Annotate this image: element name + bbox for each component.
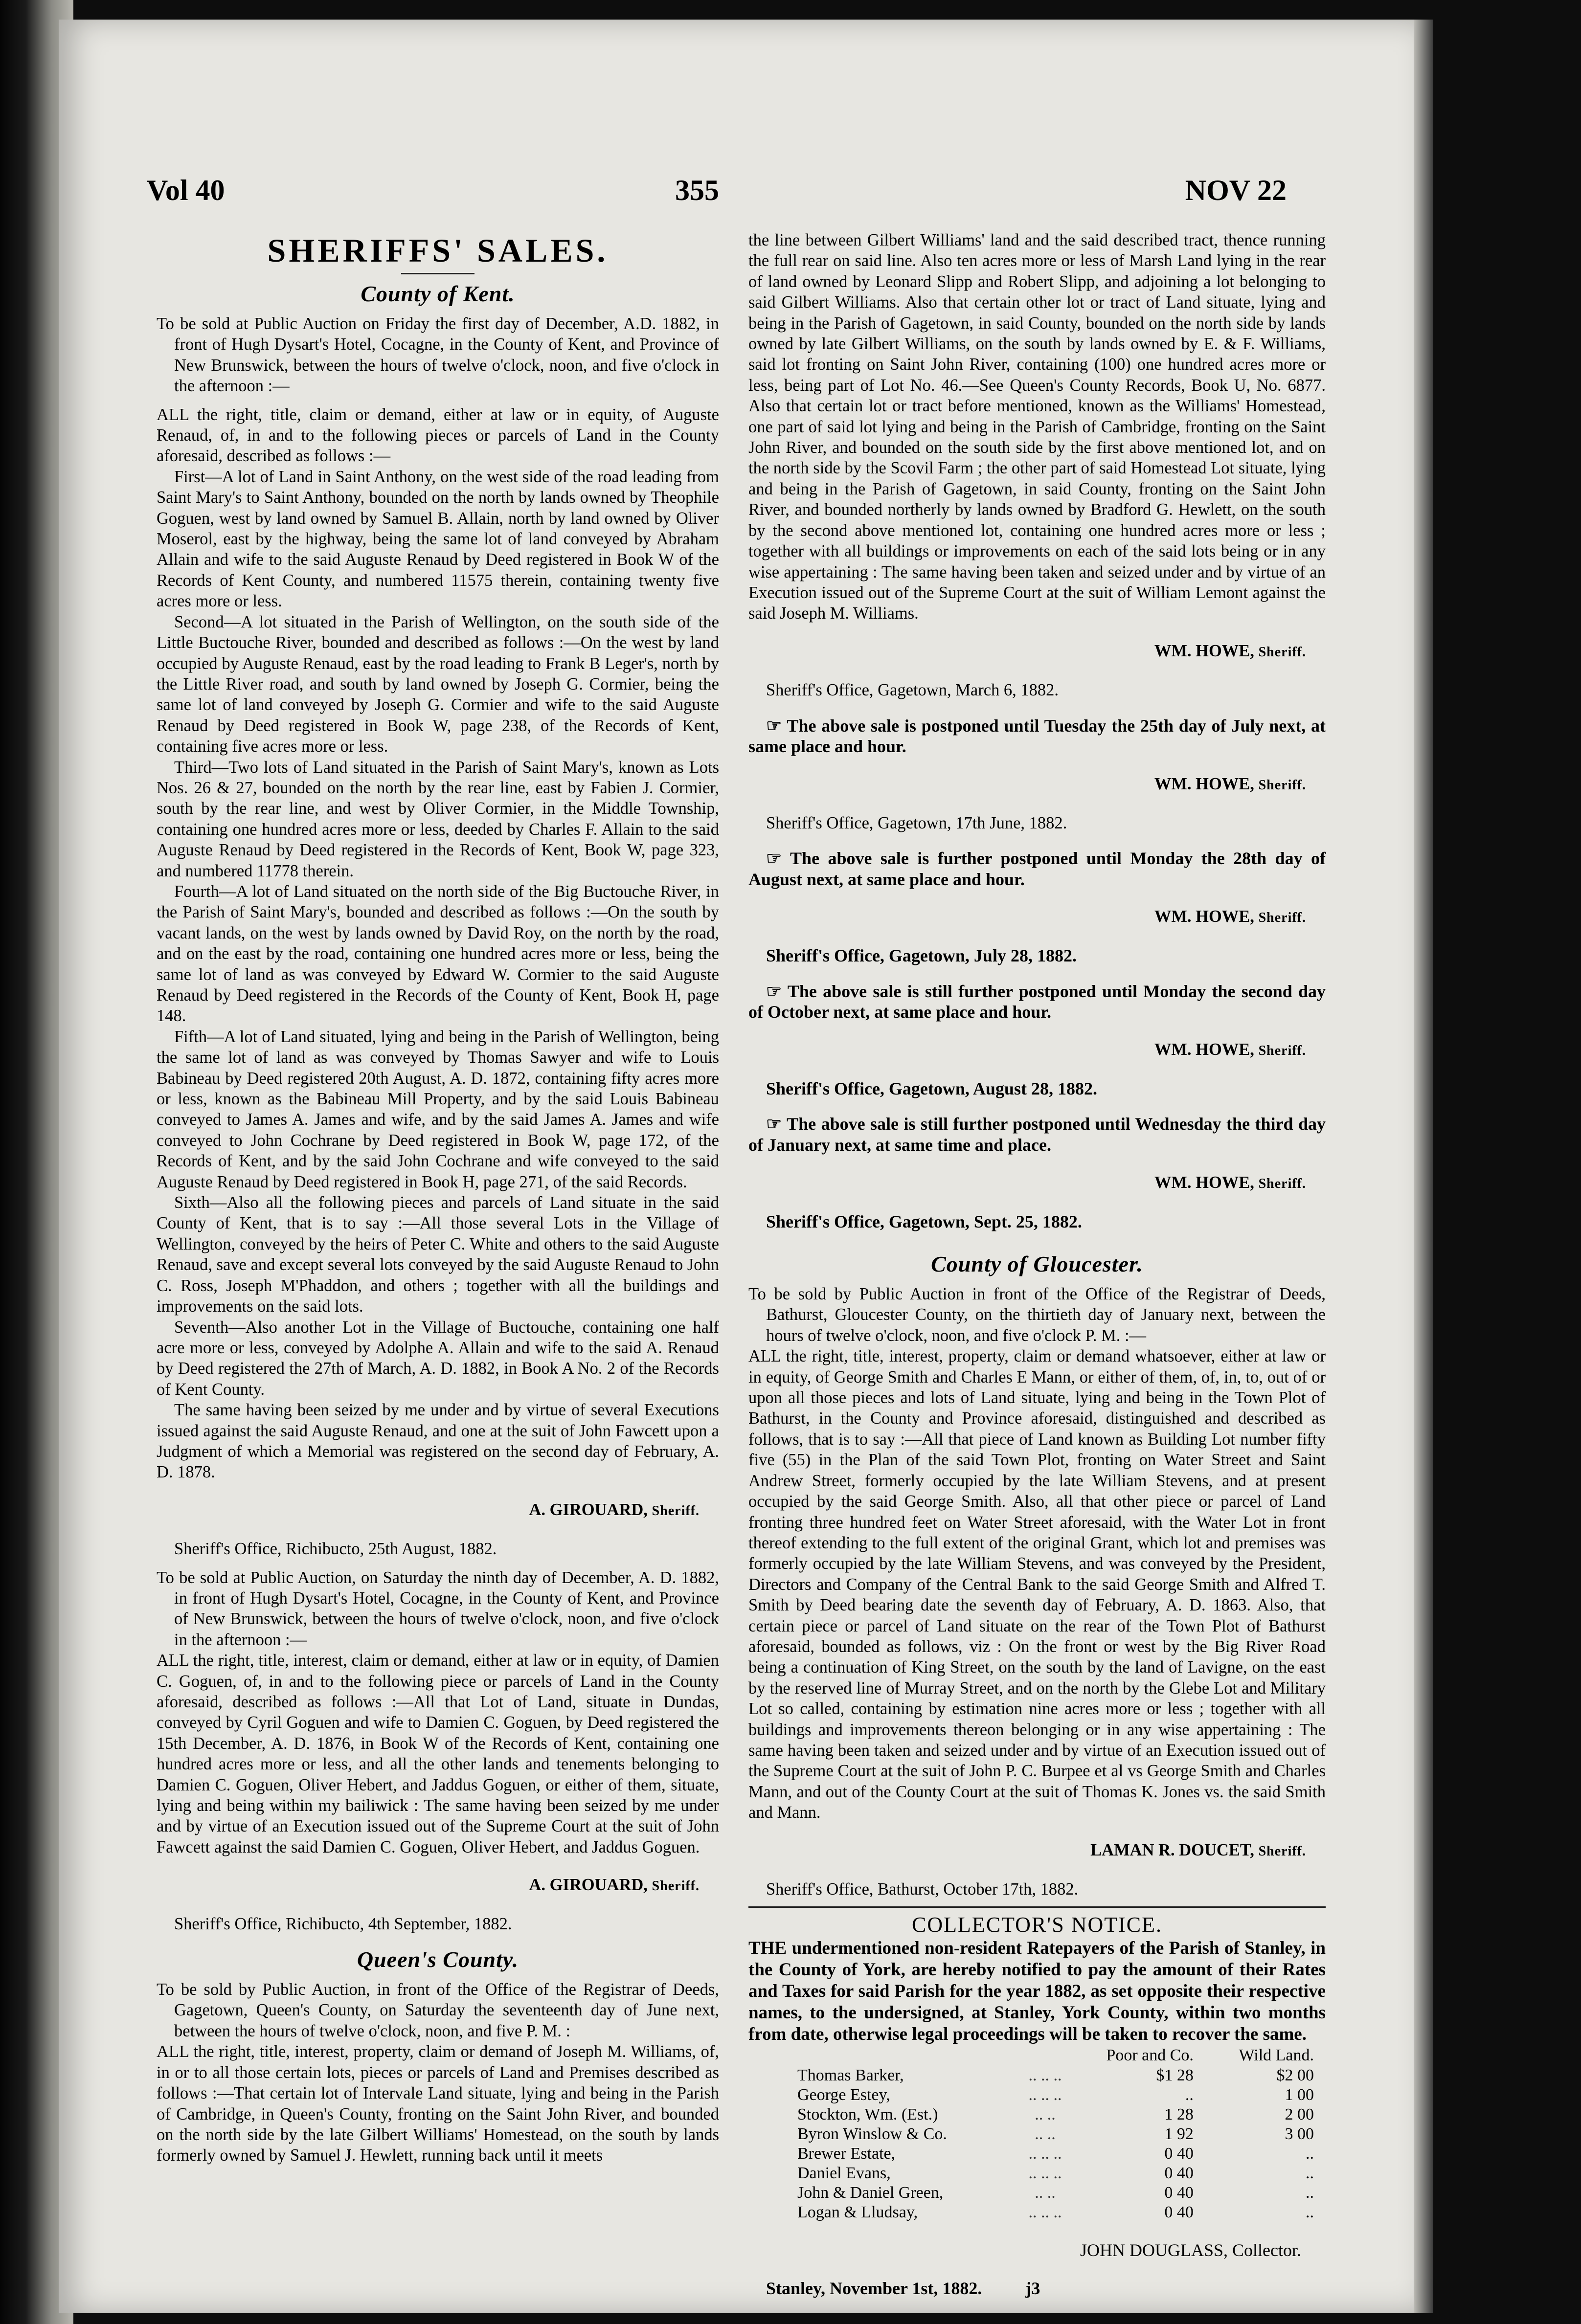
row-poor: 0 40 bbox=[1164, 2144, 1194, 2163]
sale4-intro: To be sold by Public Auction in front of the Office of the Registrar of Deeds, Bathurst, Gloucester County, on the thirtieth day of January next, between the hours of twelve o'clock, noon, and five o'clock P. M. :— bbox=[748, 1285, 1326, 1345]
sale1-sig-title: Sheriff. bbox=[652, 1503, 700, 1519]
pp1-sig-name: WM. HOWE, bbox=[1154, 774, 1254, 793]
section-title: SHERIFFS' SALES. bbox=[267, 232, 609, 269]
pp1-sig-title: Sheriff. bbox=[1258, 777, 1306, 793]
postponement-3-text: The above sale is still further postponed until Monday the second day of October next, at same place and hour. bbox=[748, 981, 1326, 1022]
row-name: Brewer Estate, bbox=[797, 2144, 896, 2163]
row-wild: 2 00 bbox=[1285, 2105, 1314, 2123]
pp1-office: Sheriff's Office, Gagetown, 17th June, 1882. bbox=[766, 813, 1067, 832]
postponement-1-text: The above sale is postponed until Tuesday the 25th day of July next, at same place and hour. bbox=[748, 715, 1326, 756]
pp3-office: Sheriff's Office, Gagetown, August 28, 1882. bbox=[766, 1079, 1097, 1098]
sale1-sig-name: A. GIROUARD, bbox=[529, 1500, 648, 1520]
pointing-hand-icon: ☞ bbox=[766, 715, 787, 736]
collector-office bbox=[748, 2278, 1326, 2299]
sale3-signature bbox=[748, 641, 1326, 663]
sale3-sig-name: WM. HOWE, bbox=[1154, 642, 1254, 661]
row-poor: $1 28 bbox=[1156, 2066, 1194, 2084]
sale4-sig-name: LAMAN R. DOUCET, bbox=[1090, 1841, 1254, 1860]
pointing-hand-icon: ☞ bbox=[766, 981, 788, 1001]
page-header bbox=[147, 174, 1287, 218]
collector-office-text: Stanley, November 1st, 1882. bbox=[766, 2279, 982, 2299]
sale1-fourth: Fourth—A lot of Land situated on the north side of the Big Buctouche River, in the Parish of Saint Mary's, bounded and described as follows :—On the south by vacant lands, on the west by lands owned by David Roy, on the north by the road, and on the east by the road, containing one hundred acres more or less, being the same lot of land as was conveyed by Edward W. Cormier to the said Auguste Renaud by Deed registered in the Records of the County of Kent, Book H, page 148. bbox=[157, 882, 719, 1026]
pp4-sig-title: Sheriff. bbox=[1258, 1176, 1306, 1191]
pointing-hand-icon: ☞ bbox=[766, 849, 790, 869]
pp2-sig-name: WM. HOWE, bbox=[1154, 907, 1254, 926]
pp4-sig-name: WM. HOWE, bbox=[1154, 1173, 1254, 1192]
table-row bbox=[748, 2066, 1326, 2085]
pp3-signature bbox=[748, 1039, 1326, 1061]
county-gloucester-heading: County of Gloucester. bbox=[931, 1251, 1143, 1277]
sale2-intro: To be sold at Public Auction, on Saturday the ninth day of December, A. D. 1882, in front of Hugh Dysart's Hotel, Cocagne, in the County of Kent, and Province of New Brunswick, between the hours of twelve o'clock, noon, and five o'clock in the afternoon :— bbox=[157, 1568, 719, 1649]
sale1-signature bbox=[157, 1499, 719, 1521]
queens-county-heading: Queen's County. bbox=[357, 1947, 519, 1972]
collector-code: j3 bbox=[1025, 2279, 1040, 2299]
table-row bbox=[748, 2164, 1326, 2183]
sale1-seized: The same having been seized by me under and by virtue of several Executions issued against the said Auguste Renaud, and one at the suit of John Fawcett upon a Judgment of which a Memorial was registered on the second day of February, A. D. 1878. bbox=[157, 1401, 719, 1482]
postponement-4-text: The above sale is still further postponed until Wednesday the third day of January next, at same time and place. bbox=[748, 1114, 1326, 1155]
row-dots: .. .. bbox=[1035, 2124, 1056, 2143]
tax-table bbox=[748, 2045, 1326, 2222]
table-row bbox=[748, 2144, 1326, 2164]
sale2-all: ALL the right, title, interest, claim or demand, either at law or in equity, of Damien C. Goguen, of, in and to the following piece or parcels of Land in the County aforesaid, described as follows :—All that Lot of Land, situate in Dundas, conveyed by Cyril Goguen and wife to Damien C. Goguen, by Deed registered the 15th December, A. D. 1876, in Book W of the Records of Kent, containing one hundred acres more or less, and all the other lands and tenements belonging to Damien C. Goguen, Oliver Hebert, and Jaddus Goguen, or either of them, situate, lying and being within my bailiwick : The same having been seized by me under and by virtue of an Execution issued out of the Supreme Court at the suit of John Fawcett against the said Damien C. Goguen, Oliver Hebert, and Jaddus Goguen. bbox=[157, 1651, 719, 1856]
tax-table-header bbox=[748, 2045, 1326, 2066]
row-name: Stockton, Wm. (Est.) bbox=[797, 2105, 938, 2123]
right-column bbox=[748, 230, 1326, 2299]
sale2-sig-name: A. GIROUARD, bbox=[529, 1875, 648, 1894]
row-name: Byron Winslow & Co. bbox=[797, 2124, 947, 2143]
pp3-sig-name: WM. HOWE, bbox=[1154, 1040, 1254, 1059]
sale1-fifth: Fifth—A lot of Land situated, lying and being in the Parish of Wellington, being the same lot of land as was conveyed by Thomas Sawyer and wife to Louis Babineau by Deed registered 20th August, A. D. 1872, containing fifty acres more or less, known as the Babineau Mill Property, and by the said Louis Babineau conveyed to James A. James and wife, and by the said James A. James and wife conveyed to John Cochrane by Deed registered in Book W, page 172, of the Records of Kent, and by the said John Cochrane and wife conveyed to the said Auguste Renaud by Deed registered in Book H, page 271, of the said Records. bbox=[157, 1027, 719, 1191]
table-row bbox=[748, 2124, 1326, 2144]
left-column bbox=[157, 230, 719, 2166]
col-poor: Poor and Co. bbox=[1106, 2046, 1194, 2064]
row-dots: .. .. .. bbox=[1028, 2085, 1062, 2104]
pp2-office: Sheriff's Office, Gagetown, July 28, 1882. bbox=[766, 946, 1077, 966]
sale3-intro: To be sold by Public Auction, in front of the Office of the Registrar of Deeds, Gagetown, Queen's County, on Saturday the seventeenth day of June next, between the hours of twelve o'clock, noon, and five P. M. : bbox=[157, 1980, 719, 2040]
sale2-signature bbox=[157, 1875, 719, 1897]
postponement-1 bbox=[748, 715, 1326, 757]
pp2-signature bbox=[748, 906, 1326, 928]
pointing-hand-icon: ☞ bbox=[766, 1114, 787, 1134]
sale1-office: Sheriff's Office, Richibucto, 25th August, 1882. bbox=[174, 1540, 497, 1559]
sale1-sixth: Sixth—Also all the following pieces and parcels of Land situate in the said County of Kent, that is to say :—All those several Lots in the Village of Wellington, conveyed by the heirs of Peter C. White and others to the said Auguste Renaud, save and except several lots conveyed by the said Auguste Renaud to John C. Ross, Joseph M'Phaddon, and others ; together with all the buildings and improvements on the said lots. bbox=[157, 1193, 719, 1316]
row-poor: .. bbox=[1185, 2085, 1194, 2104]
sale2-office: Sheriff's Office, Richibucto, 4th September, 1882. bbox=[174, 1914, 512, 1933]
row-dots: .. .. .. bbox=[1028, 2144, 1062, 2163]
row-dots: .. .. .. bbox=[1028, 2164, 1062, 2182]
section-divider bbox=[748, 1906, 1326, 1908]
row-dots: .. .. .. bbox=[1028, 2203, 1062, 2221]
table-row bbox=[748, 2183, 1326, 2203]
row-dots: .. .. bbox=[1035, 2105, 1056, 2123]
page-edge-shadow bbox=[1414, 20, 1433, 2313]
collector-notice-title: COLLECTOR'S NOTICE. bbox=[911, 1913, 1162, 1937]
row-poor: 0 40 bbox=[1164, 2203, 1194, 2221]
row-name: Thomas Barker, bbox=[797, 2066, 904, 2084]
title-rule bbox=[401, 273, 474, 274]
table-row bbox=[748, 2203, 1326, 2222]
sale4-signature bbox=[748, 1840, 1326, 1862]
table-row bbox=[748, 2085, 1326, 2105]
row-poor: 0 40 bbox=[1164, 2183, 1194, 2202]
pp4-signature bbox=[748, 1172, 1326, 1194]
pp4-office: Sheriff's Office, Gagetown, Sept. 25, 1882. bbox=[766, 1211, 1082, 1231]
row-name: Logan & Lludsay, bbox=[797, 2203, 918, 2221]
sale1-intro: To be sold at Public Auction on Friday the first day of December, A.D. 1882, in front of Hugh Dysart's Hotel, Cocagne, in the County of Kent, and Province of New Brunswick, between the hours of twelve o'clock, noon, and five o'clock in the afternoon :— bbox=[157, 314, 719, 396]
col-wild: Wild Land. bbox=[1239, 2046, 1314, 2064]
row-name: George Estey, bbox=[797, 2085, 890, 2104]
sale4-all: ALL the right, title, interest, property, claim or demand whatsoever, either at law or in equity, of George Smith and Charles E Mann, or either of them, of, in, to, out of or upon all those pieces and lots of Land situate, lying and being in the Town Plot of Bathurst, in the County and Province aforesaid, distinguished and described as follows, that is to say :—All that piece of Land known as Building Lot number fifty five (55) in the Plan of the said Town Plot, fronting on Water Street and Saint Andrew Street, formerly occupied by the late William Stevens, and at present occupied by the said George Smith. Also, all that other piece or parcel of Land fronting three hundred feet on Water Street aforesaid, with the Water Lot in front thereof extending to the full extent of the original Grant, which lot and premises was formerly occupied by the late William Stevens, and was conveyed by the President, Directors and Company of the Central Bank to the said George Smith and Alfred T. Smith by Deed bearing date the seventh day of February, A. D. 1863. Also, that certain piece or parcel of Land situate on the rear of the Town Plot of Bathurst aforesaid, bounded as follows, viz : On the front or west by the Big River Road being a continuation of King Street, on the south by the land of Lavigne, on the east by the reserved line of Murray Street, and on the north by the Glebe Lot and Military Lot so called, containing by estimation nine acres more or less ; together with all buildings and improvements thereon belonging or in any wise appertaining : The same having been taken and seized under and by virtue of an Execution issued out of the Supreme Court at the suit of John P. C. Burpee et al vs George Smith and Charles Mann, and out of the County Court at the suit of Thomas K. Jones vs. the said Smith and Mann. bbox=[748, 1347, 1326, 1822]
row-wild: 3 00 bbox=[1285, 2124, 1314, 2143]
row-dots: .. .. .. bbox=[1028, 2066, 1062, 2084]
row-wild: .. bbox=[1306, 2144, 1314, 2163]
row-poor: 0 40 bbox=[1164, 2164, 1194, 2182]
row-wild: 1 00 bbox=[1285, 2085, 1314, 2104]
row-wild: .. bbox=[1306, 2203, 1314, 2221]
sale4-office: Sheriff's Office, Bathurst, October 17th, 1882. bbox=[766, 1880, 1079, 1899]
sale1-seventh: Seventh—Also another Lot in the Village of Buctouche, containing one half acre more or less, conveyed by Adolphe A. Allain and wife to the said A. Renaud by Deed registered the 27th of March, A. D. 1882, in Book A No. 2 of the Records of Kent County. bbox=[157, 1318, 719, 1399]
row-name: John & Daniel Green, bbox=[797, 2183, 944, 2202]
volume-label: Vol 40 bbox=[147, 174, 225, 206]
pp1-signature bbox=[748, 774, 1326, 796]
collector-signature: JOHN DOUGLASS, Collector. bbox=[1080, 2240, 1301, 2260]
sale1-all: ALL the right, title, claim or demand, either at law or in equity, of Auguste Renaud, of, in and to the following pieces or parcels of Land in the County aforesaid, described as follows :— bbox=[157, 405, 719, 466]
postponement-2-text: The above sale is further postponed until Monday the 28th day of August next, at same place and hour. bbox=[748, 849, 1326, 889]
row-wild: .. bbox=[1306, 2183, 1314, 2202]
sale1-second: Second—A lot situated in the Parish of Wellington, on the south side of the Little Buctouche River, bounded and described as follows :—On the west by land occupied by Auguste Renaud, east by the road leading to Frank B Leger's, north by the Little River road, and south by land owned by Joseph G. Cormier, being the same lot of land conveyed by Joseph G. Cormier and wife to the said Auguste Renaud by Deed registered in Book W, page 238, of the Records of Kent, containing five acres more or less. bbox=[157, 612, 719, 756]
sale2-sig-title: Sheriff. bbox=[652, 1878, 700, 1894]
sale1-third: Third—Two lots of Land situated in the Parish of Saint Mary's, known as Lots Nos. 26 & 27, bounded on the north by the rear line, east by Fabien J. Cormier, south by the rear line, and west by Oliver Cormier, in the Middle Township, containing one hundred acres more or less, deeded by Charles F. Allain to the said Auguste Renaud by Deed registered in the Records of Kent, Book W, page 323, and numbered 11778 therein. bbox=[157, 758, 719, 880]
sale3-sig-title: Sheriff. bbox=[1258, 645, 1306, 660]
postponement-4 bbox=[748, 1114, 1326, 1155]
sale3-all: ALL the right, title, interest, property, claim or demand of Joseph M. Williams, of, in or to all those certain lots, pieces or parcels of Land and Premises described as follows :—That certain lot of Intervale Land situate, lying and being in the Parish of Cambridge, in Queen's County, fronting on the Saint John River, and bounded on the north side by the late Gilbert Williams' Homestead, on the south by lands formerly owned by Samuel J. Hewlett, running back until it meets bbox=[157, 2042, 719, 2165]
row-wild: .. bbox=[1306, 2164, 1314, 2182]
sale3-office: Sheriff's Office, Gagetown, March 6, 1882. bbox=[766, 681, 1059, 700]
row-wild: $2 00 bbox=[1276, 2066, 1314, 2084]
row-dots: .. .. bbox=[1035, 2183, 1056, 2202]
postponement-3 bbox=[748, 981, 1326, 1023]
pp2-sig-title: Sheriff. bbox=[1258, 910, 1306, 926]
county-kent-heading: County of Kent. bbox=[361, 281, 515, 306]
pp3-sig-title: Sheriff. bbox=[1258, 1043, 1306, 1059]
table-row bbox=[748, 2105, 1326, 2124]
sale3-continued: the line between Gilbert Williams' land and the said described tract, thence running the full rear on said line. Also ten acres more or less of Marsh Land lying in the rear of land owned by Leonard Slipp and Robert Slipp, and adjoining a lot belonging to said Gilbert Williams. Also that certain other lot or tract of Land situate, lying and being in the Parish of Gagetown, in said County, bounded on the north side by lands owned by late Gilbert Williams, on the south by lands owned by E. & F. Williams, said lot fronting on Saint John River, containing (100) one hundred acres more or less, being part of Lot No. 46.—See Queen's County Records, Book U, No. 6877. Also that certain lot or tract before mentioned, known as the Williams' Homestead, one part of said lot lying and being in the Parish of Cambridge, fronting on the Saint John River, and bounded on the south side by the first above mentioned lot, and on the north side by the Scovil Farm ; the other part of said Homestead Lot situate, lying and being in the Parish of Gagetown, in said County, fronting on the Saint John River, and bounded northerly by lands owned by Bradford G. Hewlett, on the south by the second above mentioned lot, containing one hundred acres more or less ; together with all buildings or improvements on each of the said lots being or in any wise appertaining : The same having been taken and seized under and by virtue of an Execution issued out of the Supreme Court at the suit of William Lemont against the said Joseph M. Williams. bbox=[748, 231, 1326, 623]
row-poor: 1 92 bbox=[1164, 2124, 1194, 2143]
sale1-first: First—A lot of Land in Saint Anthony, on the west side of the road leading from Saint Mary's to Saint Anthony, bounded on the north by lands owned by Theophile Goguen, west by land owned by Samuel B. Allain, north by land owned by Oliver Moserol, east by the highway, being the same lot of land conveyed by Abraham Allain and wife to the said Auguste Renaud by Deed registered in Book W of the Records of Kent County, and numbered 11575 therein, containing twenty five acres more or less. bbox=[157, 467, 719, 611]
row-poor: 1 28 bbox=[1164, 2105, 1194, 2123]
sale4-sig-title: Sheriff. bbox=[1258, 1844, 1306, 1859]
postponement-2 bbox=[748, 848, 1326, 890]
row-name: Daniel Evans, bbox=[797, 2164, 891, 2182]
issue-date: NOV 22 bbox=[1185, 174, 1287, 206]
collector-notice-text: THE undermentioned non-resident Ratepayers of the Parish of Stanley, in the County of York, are hereby notified to pay the amount of their Rates and Taxes for said Parish for the year 1882, as set opposite their respective names, to the undersigned, at Stanley, York County, within two months from date, otherwise legal proceedings will be taken to recover the same. bbox=[748, 1938, 1326, 2044]
page-number: 355 bbox=[675, 174, 719, 206]
